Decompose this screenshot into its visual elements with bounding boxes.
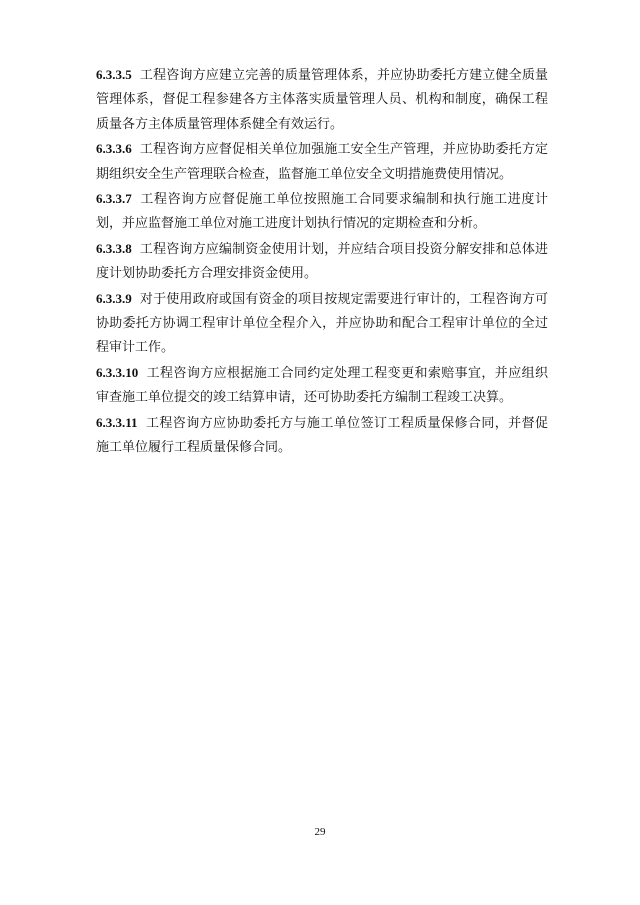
clause-6-3-3-10	[96, 361, 548, 411]
clause-number: 6.3.3.7	[96, 191, 132, 207]
clause-6-3-3-8	[96, 237, 548, 287]
clause-number: 6.3.3.10	[96, 364, 139, 380]
clause-text: 工程咨询方应协助委托方与施工单位签订工程质量保修合同，并督促施工单位履行工程质量保修合同。	[96, 415, 548, 456]
clause-text: 工程咨询方应编制资金使用计划，并应结合项目投资分解安排和总体进度计划协助委托方合理安排资金使用。	[96, 241, 548, 282]
clause-text: 对于使用政府或国有资金的项目按规定需要进行审计的，工程咨询方可协助委托方协调工程审计单位全程介入，并应协助和配合工程审计单位的全过程审计工作。	[96, 291, 548, 356]
clause-6-3-3-6	[96, 137, 548, 187]
clause-list	[96, 63, 548, 461]
clause-6-3-3-11	[96, 411, 548, 461]
clause-6-3-3-9	[96, 287, 548, 361]
clause-number: 6.3.3.5	[96, 67, 132, 82]
clause-text: 工程咨询方应督促施工单位按照施工合同要求编制和执行施工进度计划，并应监督施工单位对施工进度计划执行情况的定期检查和分析。	[96, 192, 548, 232]
clause-6-3-3-7	[96, 187, 548, 237]
clause-text: 工程咨询方应督促相关单位加强施工安全生产管理，并应协助委托方定期组织安全生产管理联合检查，监督施工单位安全文明措施费使用情况。	[96, 142, 548, 182]
clause-number: 6.3.3.9	[96, 290, 132, 306]
clause-text: 工程咨询方应根据施工合同约定处理工程变更和索赔事宜，并应组织审查施工单位提交的竣工结算申请，还可协助委托方编制工程竣工决算。	[96, 365, 548, 406]
clause-6-3-3-5	[96, 63, 548, 137]
clause-text: 工程咨询方应建立完善的质量管理体系，并应协助委托方建立健全质量管理体系，督促工程参建各方主体落实质量管理人员、机构和制度，确保工程质量各方主体质量管理体系健全有效运行。	[96, 68, 548, 132]
clause-number: 6.3.3.6	[96, 141, 132, 157]
clause-number: 6.3.3.11	[96, 414, 138, 430]
clause-number: 6.3.3.8	[96, 240, 132, 256]
page-number: 29	[314, 826, 326, 838]
